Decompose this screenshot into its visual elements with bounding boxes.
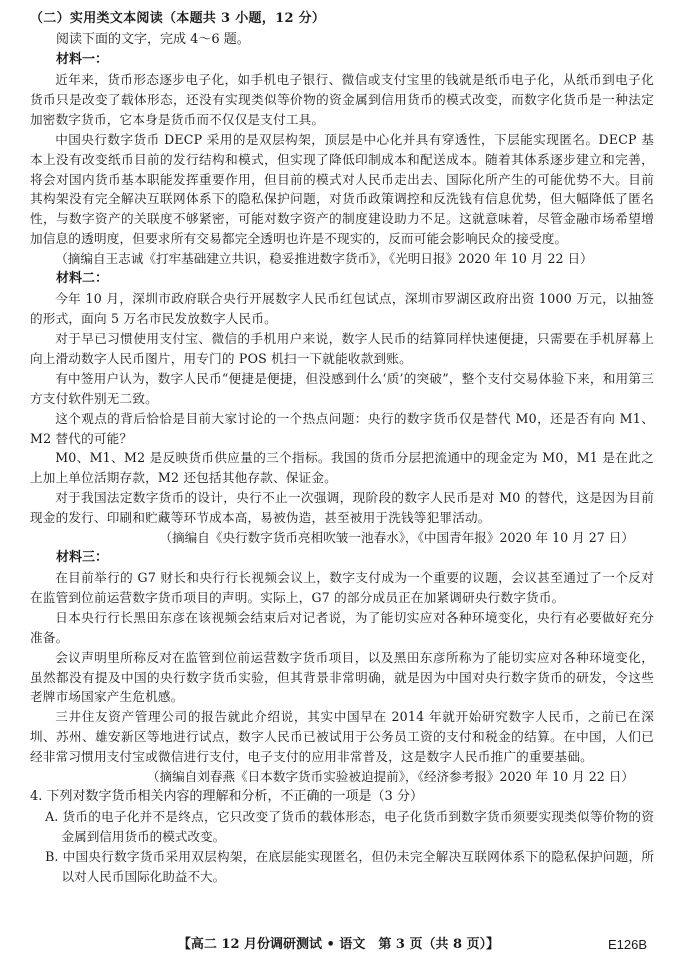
material-title: 材料三： [56, 550, 109, 566]
material-paragraph: 对于我国法定数字货币的设计，央行不止一次强调，现阶段的数字人民币是对 M0 的替代，这是因为目前现金的发行、印刷和贮藏等环节成本高，易被伪造，甚至被用于洗钱等犯罪活动。 [30, 490, 654, 526]
option-b: B. 中国央行数字货币采用双层构架，在底层能实现匿名，但仍未完全解决互联网体系下的隐私保护问题，所以对人民币国际化助益不大。 [45, 848, 654, 884]
question-4 [30, 787, 654, 887]
material-paragraph: 近年来，货币形态逐步电子化，如手机电子银行、微信或支付宝里的钱就是纸币电子化，从纸币到电子化货币只是改变了载体形态，还没有实现类似等价物的资金属到信用货币的模式改变，而数字化货币是一种法定加密数字货币，它本身是货币而不仅仅是支付工具。 [30, 72, 654, 127]
question-stem: 4. 下列对数字货币相关内容的理解和分析，不正确的一项是（3 分） [30, 789, 423, 805]
page-footer [0, 934, 677, 956]
section-heading: （二）实用类文本阅读（本题共 3 小题，12 分） [30, 11, 326, 26]
material-paragraph: 有中签用户认为，数字人民币“便捷是便捷，但没感到什么‘质’的突破”，整个支付交易体验下来，和用第三方支付软件别无二致。 [30, 370, 654, 406]
material-paragraph: 今年 10 月，深圳市政府联合央行开展数字人民币红包试点，深圳市罗湖区政府出资 1000 万元，以抽签的形式，面向 5 万名市民发放数字人民币。 [30, 291, 654, 327]
material-source: （摘编自刘春燕《日本数字货币实验被迫提前》，《经济参考报》2020 年 10 月 22 日） [146, 769, 634, 785]
footer-exam-code: E126B [607, 937, 647, 952]
material-paragraph: M0、M1、M2 是反映货币供应量的三个指标。我国的货币分层把流通中的现金定为 M0，M1 是在此之上加上单位活期存款，M2 还包括其他存款、保证金。 [30, 450, 654, 486]
option-a: A. 货币的电子化并不是终点，它只改变了货币的载体形态，电子化货币到数字货币须要实现类似等价物的资金属到信用货币的模式改变。 [45, 809, 654, 844]
material-1 [30, 50, 654, 269]
material-paragraph: 日本央行行长黑田东彦在该视频会结束后对记者说，为了能切实应对各种环境变化，央行有必要做好充分准备。 [30, 609, 654, 645]
material-paragraph: 会议声明里所称反对在监管到位前运营数字货币项目，以及黑田东彦所称为了能切实应对各种环境变化，虽然都没有提及中国的央行数字货币实验，但其背景非常明确，就是因为中国对央行数字货币的研发，令这些老牌市场国家产生危机感。 [30, 649, 654, 705]
material-paragraph: 中国央行数字货币 DECP 采用的是双层构架，顶层是中心化并具有穿透性，下层能实现匿名。DECP 基本上没有改变纸币目前的发行结构和模式，但实现了降低印制成本和配送成本。随着其体系逐步建立和完善，将会对国内货币基本职能发挥重要作用，但目前的模式对人民币走出去、国际化所产生的可能优势不大。目前其构架没有完全解决互联网体系下的隐私保护问题，对货币政策调控和反洗钱有信息优势，但大幅降低了匿名性，与数字资产的关联度不够紧密，可能对数字资产的制度建设助力不足。这就意味着，尽管金融市场希望增加信息的透明度，但要求所有交易都完全透明也许是不现实的，反而可能会影响民众的接受度。 [30, 131, 654, 247]
material-3 [30, 548, 654, 787]
material-title: 材料一： [56, 52, 109, 67]
material-paragraph: 在目前举行的 G7 财长和央行行长视频会议上，数字支付成为一个重要的议题，会议甚至通过了一个反对在监管到位前运营数字货币项目的声明。实际上，G7 的部分成员正在加紧调研央行数字货币。 [30, 570, 654, 605]
material-paragraph: 对于早已习惯使用支付宝、微信的手机用户来说，数字人民币的结算同样快速便捷，只需要在手机屏幕上向上滑动数字人民币图片，用专门的 POS 机扫一下就能收款到账。 [30, 330, 654, 366]
material-paragraph: 三井住友资产管理公司的报告就此介绍说，其实中国早在 2014 年就开始研究数字人民币，之前已在深圳、苏州、雄安新区等地进行试点，数字人民币已被试用于公务员工资的支付和税金的结算。在中国，人们已经非常习惯用支付宝或微信进行支付，电子支付的应用非常普及，这是数字人民币推广的重要基础。 [30, 709, 654, 765]
material-source: （摘编自王志诚《打牢基础建立共识，稳妥推进数字货币》，《光明日报》2020 年 10 月 22 日） [55, 251, 593, 267]
material-source: （摘编自《央行数字货币亮相吹皱一池春水》，《中国青年报》2020 年 10 月 27 日） [159, 530, 634, 546]
footer-page-info: 【高二 12 月份调研测试 • 语文 第 3 页（共 8 页）】 [177, 937, 500, 952]
material-paragraph: 这个观点的背后恰恰是目前大家讨论的一个热点问题：央行的数字货币仅是替代 M0，还是否有向 M1、M2 替代的可能？ [30, 410, 654, 446]
material-title: 材料二： [56, 271, 109, 287]
material-2 [30, 269, 654, 548]
section-intro: 阅读下面的文字，完成 4～6 题。 [56, 32, 250, 47]
exam-page [30, 8, 654, 887]
